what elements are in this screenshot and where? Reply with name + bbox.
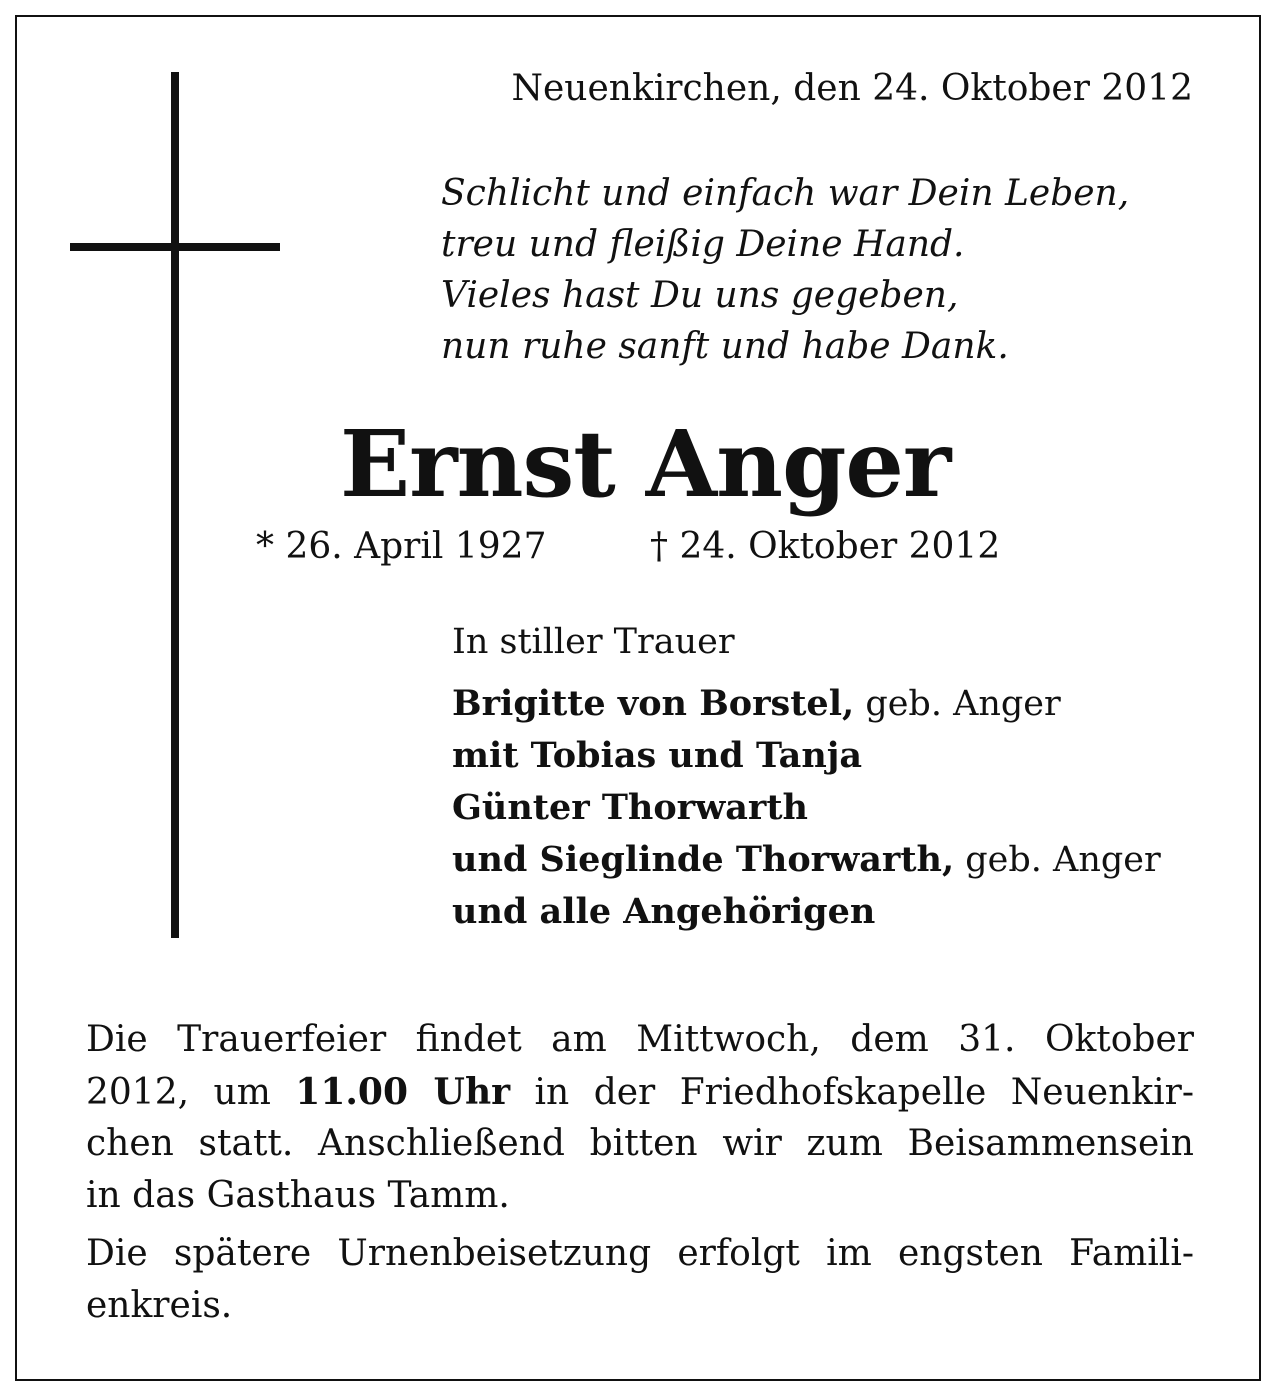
mourner-note: geb. Anger: [854, 684, 1061, 724]
poem: [441, 168, 1129, 372]
paragraph-line: Die Trauerfeier findet am Mittwoch, dem 31. Oktober: [86, 1019, 1194, 1060]
death-date: † 24. Oktober 2012: [650, 526, 1001, 567]
mourner-line: [452, 678, 1161, 730]
birth-date: * 26. April 1927: [256, 526, 547, 567]
poem-line: treu und fleißig Deine Hand.: [441, 224, 965, 265]
mourner-name: Brigitte von Borstel,: [452, 683, 855, 724]
paragraph-text: 2012, um: [86, 1072, 296, 1113]
dateline: Neuenkirchen, den 24. Oktober 2012: [511, 68, 1193, 109]
paragraph-line: chen statt. Anschließend bitten wir zum Beisammensein: [86, 1123, 1194, 1164]
paragraph-line: Die spätere Urnenbeisetzung erfolgt im engsten Famili-: [86, 1233, 1194, 1274]
cross-bar: [70, 243, 280, 251]
mourner-line: [452, 834, 1161, 886]
poem-line: Vieles hast Du uns gegeben,: [441, 275, 959, 316]
poem-line: Schlicht und einfach war Dein Leben,: [441, 173, 1130, 214]
poem-line: nun ruhe sanft und habe Dank.: [441, 326, 1009, 367]
mourner-line: mit Tobias und Tanja: [452, 735, 863, 776]
mourners-block: [452, 622, 1161, 938]
urn-paragraph: [86, 1228, 1194, 1332]
mourner-line: und alle Angehörigen: [452, 891, 876, 932]
paragraph-line: enkreis.: [86, 1285, 233, 1326]
paragraph-line: in das Gasthaus Tamm.: [86, 1175, 510, 1216]
cross-icon: [171, 72, 179, 938]
paragraph-text: in der Friedhofskapelle Neuenkir-: [510, 1072, 1194, 1113]
funeral-time: 11.00 Uhr: [295, 1071, 511, 1113]
mourner-line: Günter Thorwarth: [452, 787, 808, 828]
deceased-name: Ernst Anger: [340, 410, 951, 518]
mourner-note: geb. Anger: [954, 840, 1161, 880]
funeral-paragraph: [86, 1014, 1194, 1222]
mourner-name: und Sieglinde Thorwarth,: [452, 839, 955, 880]
paragraph-line: [86, 1066, 1194, 1118]
mourners-intro: In stiller Trauer: [452, 622, 735, 662]
